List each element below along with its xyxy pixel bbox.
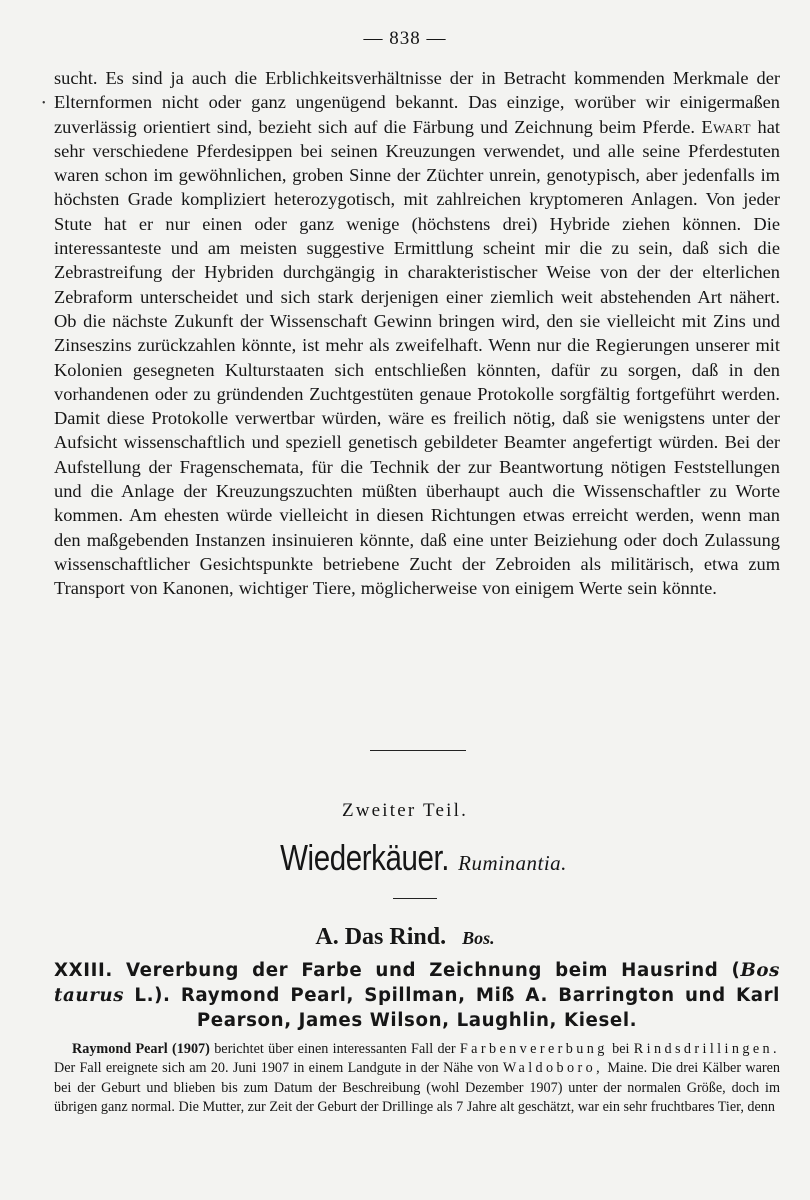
paragraph-text-part-1: sucht. Es sind ja auch die Erblichkeitsverhältnisse der in Betracht kommenden Merkmale der Elternformen nicht oder ganz ungenügend bekannt. Das einzige, worüber wir einigermaßen zuverlässig orientiert sind, bezieht sich auf die Färbung und Zeichnung beim Pferde. [54,68,780,137]
text-segment: Maine. Die drei Kälber waren bei der Geburt und blieben bis zum Datum der Beschreibung (wohl Dezember 1907) unter der normalen Größe, doch im übrigen ganz normal. Die Mutter, zur Zeit der Geburt der Drillinge als 7 Jahre alt geschätzt, war ein sehr fruchtbares Tier, denn [54,1060,780,1116]
chapter-heading-end: L.). Raymond Pearl, Spillman, Miß A. Barrington und Karl Pearson, James Wilson, Laughlin, Kiesel. [124,985,780,1031]
chapter-heading-start: XXIII. Vererbung der Farbe und Zeichnung beim Hausrind ( [54,960,741,981]
spaced-term: Farbenvererbung [459,1041,608,1057]
author-citation: Raymond Pearl (1907) [72,1041,210,1057]
paragraph-text-part-2: hat sehr verschiedene Pferdesippen bei seinen Kreuzungen verwendet, und alle seine Pferdestuten waren schon im gewöhnlichen, groben Sinne der Züchter unrein, genotypisch, aber jedenfalls im höchsten Grade kompliziert heterozygotisch, mit zahlreichen kryptomeren Anlagen. Von jeder Stute hat er nur einen oder ganz wenige (höchstens drei) Hybride ziehen können. Die interessanteste und am meisten suggestive Ermittlung scheint mir die zu sein, daß sich die Zebrastreifung der Hybriden durchgängig in charakteristischer Weise von der der elterlichen Zebraform unterscheidet und sich stark derjenigen einer ziemlich weit abstehenden Art nähert. Ob die nächste Zukunft der Wissenschaft Gewinn bringen wird, den sie vielleicht mit Zins und Zinseszins zurückzahlen könnte, ist mehr als zweifelhaft. Wenn nur die Regierungen unserer mit Kolonien gesegneten Kulturstaaten sich entschließen könnten, dafür zu sorgen, daß in den vorhandenen oder zu gründenden Zuchtgestüten genaue Protokolle sorgfältig fortgeführt werden. Damit diese Protokolle verwertbar würden, wäre es freilich nötig, daß sie wenigstens unter der Aufsicht wissenschaftlich und speziell genetisch gebildeter Beamter angefertigt würden. Bei der Aufstellung der Fragenschemata, für die Technik der zur Beantwortung nötigen Feststellungen und die Anlage der Kreuzungszuchten müßten überhaupt auch die Wissenschaftler zu Worte kommen. Am ehesten würde vielleicht in diesen Richtungen etwas erreicht werden, wenn man den maßgebenden Instanzen insinuieren könnte, daß eine unter Beiziehung oder doch Zulassung wissenschaftlicher Gesichtspunkte betriebene Zucht der Zebroiden als militärisch, etwa zum Transport von Kanonen, wichtiger Tiere, möglicherweise von einigem Werte sein könnte. [54,116,780,599]
section-title-latin: Ruminantia. [458,851,567,875]
spaced-term: Rindsdrillingen. [633,1041,780,1057]
margin-mark: • [42,98,46,109]
author-name-ewart: Ewart [701,116,752,137]
subsection-title [0,924,810,951]
chapter-heading-latin: Bos taurus [54,960,780,1006]
subsection-title-latin: Bos. [462,928,495,948]
text-segment: Der Fall ereignete sich am 20. Juni 1907 in einem Landgute in der Nähe von [54,1060,503,1077]
part-heading: Zweiter Teil. [341,800,469,821]
text-segment: bei [607,1041,634,1057]
text-segment: berichtet über einen interessanten Fall der [209,1041,460,1057]
spaced-term: Waldoboro, [502,1060,604,1077]
subsection-title-main: A. Das Rind. [315,924,447,950]
section-divider [370,750,466,751]
section-title [0,836,810,885]
chapter-heading [54,958,780,1033]
body-paragraph [54,66,780,601]
short-divider [393,898,437,899]
page-number: — 838 — [363,28,447,49]
section-title-main: Wiederkäuer. [280,837,450,878]
chapter-paragraph [54,1040,780,1118]
